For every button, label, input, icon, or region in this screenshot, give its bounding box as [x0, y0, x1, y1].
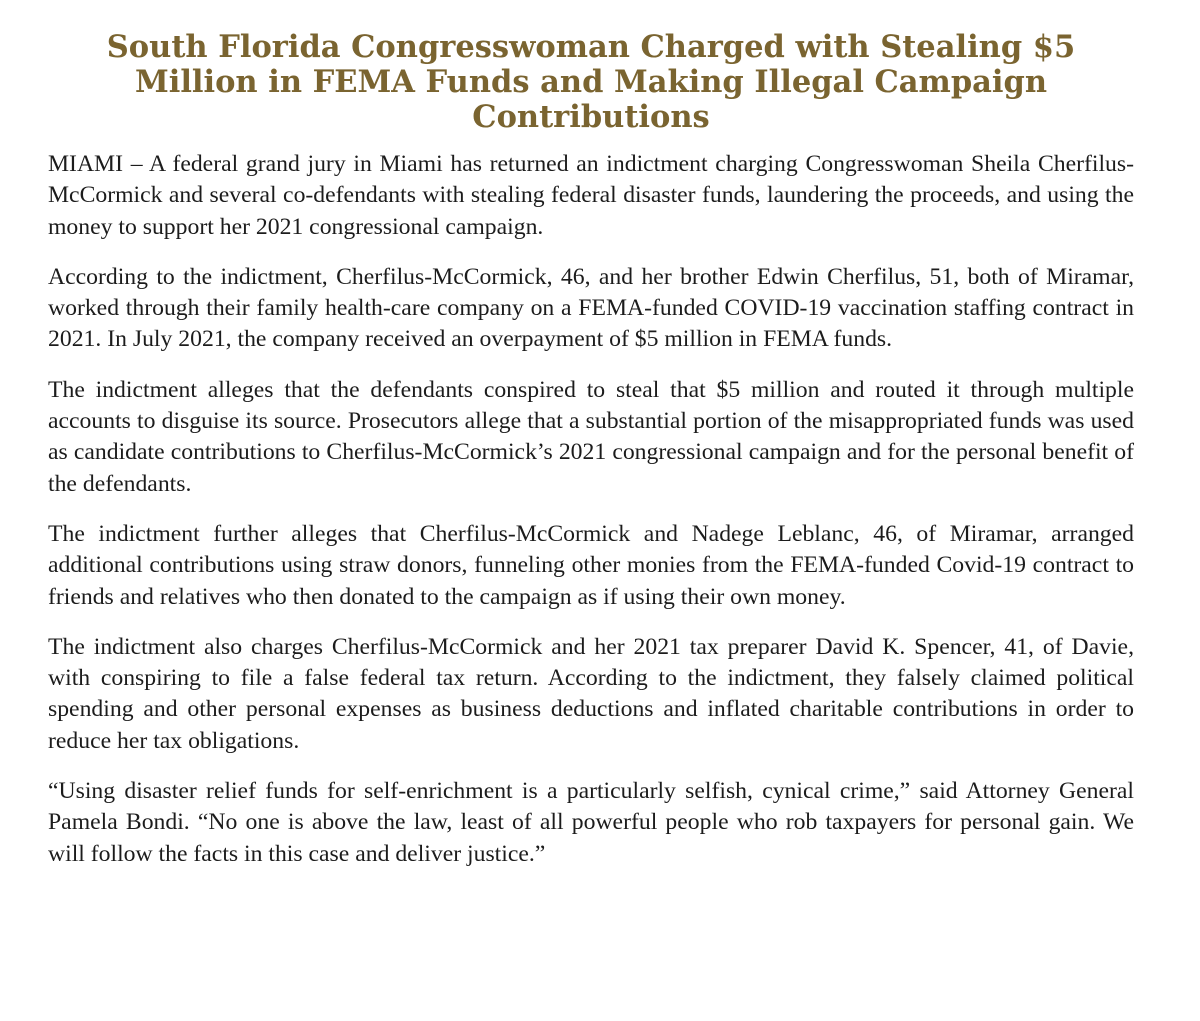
paragraph-conspiracy: The indictment alleges that the defendants conspired to steal that $5 million and routed it through multiple accounts to disguise its source. Prosecutors allege that a substantial portion of the misappropriated funds was used as candidate contributions to Cherfilus-McCormick’s 2021 congressional campaign and for the personal benefit of the defendants. — [48, 376, 1134, 497]
paragraph-background: According to the indictment, Cherfilus-McCormick, 46, and her brother Edwin Cherfilus, 51, both of Miramar, worked through their family health-care company on a FEMA-funded COVID-19 vaccination staffing contract in 2021. In July 2021, the company received an overpayment of $5 million in FEMA funds. — [48, 263, 1134, 353]
paragraph-quote: “Using disaster relief funds for self-enrichment is a particularly selfish, cynical crime,” said Attorney General Pamela Bondi. “No one is above the law, least of all powerful people who rob taxpayers for personal gain. We will follow the facts in this case and deliver justice.” — [48, 778, 1134, 867]
paragraph-tax-charges: The indictment also charges Cherfilus-McCormick and her 2021 tax preparer David K. Spencer, 41, of Davie, with conspiring to file a false federal tax return. According to the indictment, they falsely claimed political spending and other personal expenses as business deductions and inflated charitable contributions in order to reduce her tax obligations. — [48, 633, 1134, 754]
article-headline: South Florida Congresswoman Charged with Stealing $5 Million in FEMA Funds and Making Illegal Campaign Contributions — [106, 29, 1076, 135]
paragraph-intro: MIAMI – A federal grand jury in Miami has returned an indictment charging Congresswoman Sheila Cherfilus-McCormick and several co-defendants with stealing federal disaster funds, laundering the proceeds, and using the money to support her 2021 congressional campaign. — [48, 151, 1134, 240]
paragraph-straw-donors: The indictment further alleges that Cherfilus-McCormick and Nadege Leblanc, 46, of Miramar, arranged additional contributions using straw donors, funneling other monies from the FEMA-funded Covid-19 contract to friends and relatives who then donated to the campaign as if using their own money. — [48, 520, 1134, 610]
